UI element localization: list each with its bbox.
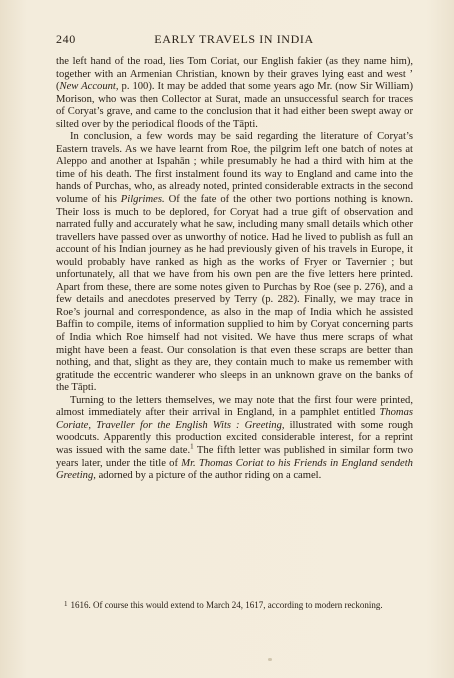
running-title: EARLY TRAVELS IN INDIA xyxy=(154,32,314,46)
footnote-text: 1616. Of course this would extend to March 24, 1617, according to modern reckoning. xyxy=(70,600,383,610)
body-text xyxy=(56,56,413,483)
italic-title: Mr. Thomas Coriat to his Friends in England sendeth Greeting, xyxy=(56,457,413,482)
footnote-marker: 1 xyxy=(64,600,68,608)
page-number: 240 xyxy=(56,32,76,46)
text-run: illustrated with some rough woodcuts. Apparently this production excited considerable interest, for a reprint was issued with the same date. xyxy=(56,419,414,456)
text-run: p. 100). It may be added that some years ago Mr. (now Sir William) Morison, who was then Collector at Surat, made an unsuccessful search for traces of Coryat’s grave, and came to the conclusion that it had either been swept away or silted over by the periodical floods of the Tāpti. xyxy=(56,81,414,130)
footnote-ref: 1 xyxy=(190,442,194,451)
italic-title: Pilgrimes. xyxy=(120,194,165,206)
text-run: The fifth letter was published in similar form two years later, under the title of xyxy=(56,444,413,469)
text-run: In conclusion, a few words may be said regarding the literature of Coryat’s Eastern travels. As we have learnt from Roe, the pilgrim left one batch of notes at Aleppo and another at Ispahān ; while presumably he had a third with him at the time of his death. The first instalment found its way to England and came into the hands of Purchas, who, as already noted, printed considerable extracts in the second volume of his xyxy=(56,131,413,206)
italic-title: New Account, xyxy=(59,81,119,93)
footnote xyxy=(56,600,413,613)
text-run: Of the fate of the other two portions nothing is known. Their loss is much to be deplored, for Coryat had a true gift of observation and narrated fully and accurately what he saw, including many small details which other travellers have passed over as unworthy of notice. Had he lived to publish as full an account of his Indian journey as he had previously given of his travels in Europe, it would probably have ranked as high as the works of Fryer or Tavernier ; but unfortunately, all that we have from his own pen are the five letters here printed. Apart from these, there are some notes given to Purchas by Roe (see p. 276), and a few details and anecdotes preserved by Terry (p. 282). Finally, we may trace in Roe’s journal and correspondence, as also in the map of India which he assisted Baffin to compile, items of information supplied to him by Coryat concerning parts of India which Roe himself had not visited. We have thus mere scraps of what might have been a feast. Our consolation is that even these scraps are better than nothing, and that, slight as they are, they contain much to make us remember with gratitude the eccentric wanderer who sleeps in an unknown grave on the banks of the Tāpti. xyxy=(56,194,413,394)
text-run: the left hand of the road, lies Tom Coriat, our English fakier (as they name him), together with an Armenian Christian, known by their graves lying east and west ’ ( xyxy=(56,56,413,93)
text-run: adorned by a picture of the author riding on a camel. xyxy=(95,470,322,482)
page-header xyxy=(56,32,412,46)
italic-title: Thomas Coriate, Traveller for the English Wits : Greeting, xyxy=(56,407,413,431)
paragraph-3 xyxy=(56,395,413,483)
paragraph-1 xyxy=(56,56,413,131)
paragraph-2 xyxy=(56,131,413,394)
text-run: Turning to the letters themselves, we may note that the first four were printed, almost immediately after their arrival in England, in a pamphlet entitled xyxy=(56,394,413,419)
paper-speck xyxy=(268,658,272,661)
